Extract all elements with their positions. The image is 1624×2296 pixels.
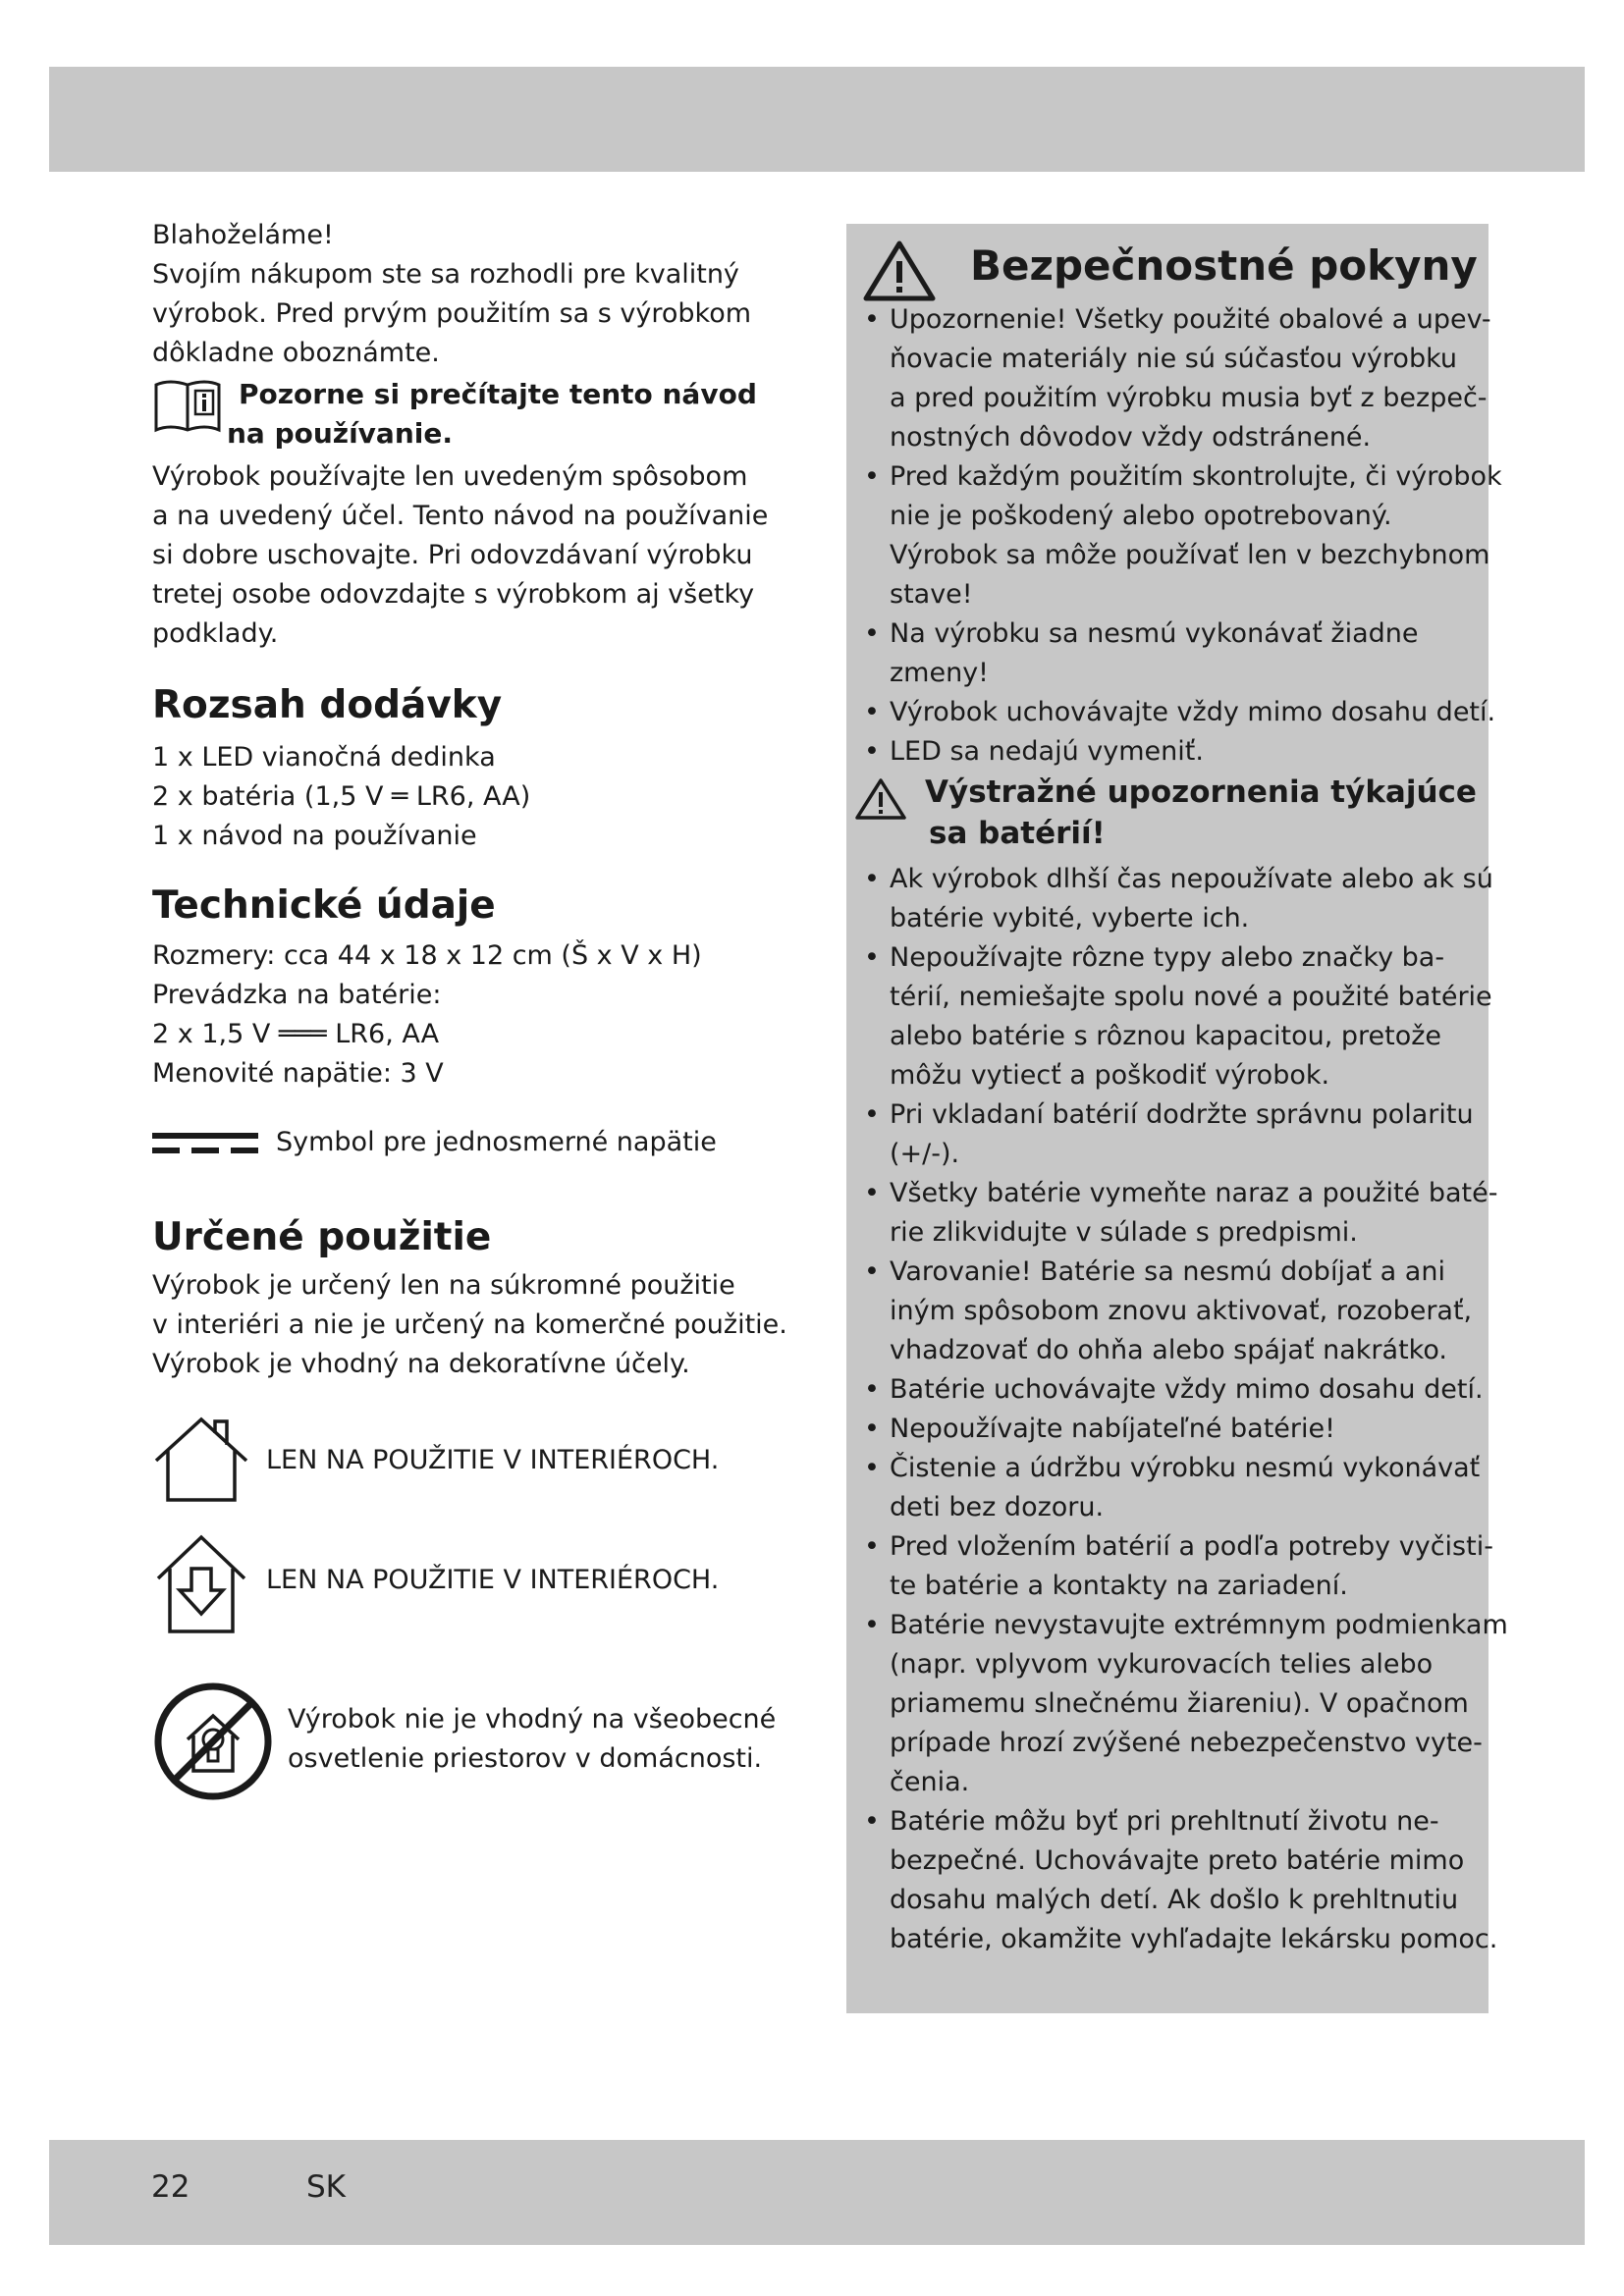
safety-panel [846, 224, 1508, 2013]
warning-triangle-icon [854, 777, 907, 821]
bullet-line: Batérie môžu byť pri prehltnutí životu ne- [890, 1806, 1439, 1837]
bullet-line: čenia. [890, 1767, 970, 1797]
bullet-item [864, 860, 1493, 938]
tech-line: Rozmery: cca 44 x 18 x 12 cm (Š x V x H) [152, 940, 702, 971]
bullet-line: priamemu slnečnému žiareniu). V opačnom [890, 1688, 1469, 1719]
no-household-lighting-icon [152, 1681, 274, 1802]
scope-item: 2 x batéria (1,5 V ═ LR6, AA) [152, 781, 531, 812]
bullet-dot-icon: • [864, 1256, 880, 1287]
bullet-line: deti bez dozoru. [890, 1492, 1105, 1522]
bullet-line: bezpečné. Uchovávajte preto batérie mimo [890, 1845, 1465, 1876]
safety-list [864, 300, 1502, 772]
bullet-line: Nepoužívajte nabíjateľné batérie! [890, 1414, 1335, 1444]
intended-line: Výrobok je vhodný na dekoratívne účely. [152, 1349, 690, 1379]
bullet-line: Výrobok sa môže používať len v bezchybnom [890, 540, 1490, 570]
bullet-line: ňovacie materiály nie sú súčasťou výrobku [890, 344, 1457, 374]
bullet-item [864, 1802, 1498, 1959]
battery-title-line: sa batérií! [929, 816, 1106, 851]
intro-line: dôkladne oboznámte. [152, 338, 440, 368]
header-band [49, 67, 1585, 172]
bullet-line: térií, nemiešajte spolu nové a použité batérie [890, 982, 1492, 1012]
bullet-line: Varovanie! Batérie sa nesmú dobíjať a ani [890, 1256, 1445, 1287]
bullet-item [864, 732, 1483, 772]
house-indoor-icon [152, 1412, 250, 1506]
bullet-line: zmeny! [890, 658, 989, 688]
bullet-line: vhadzovať do ohňa alebo spájať nakrátko. [890, 1335, 1447, 1365]
page-number: 22 [151, 2169, 190, 2205]
tech-title: Technické údaje [152, 883, 496, 928]
indoor-row-2 [152, 1529, 781, 1647]
bullet-dot-icon: • [864, 461, 880, 492]
bullet-line: rie zlikvidujte v súlade s predpismi. [890, 1217, 1358, 1248]
bullet-line: nostných dôvodov vždy odstránené. [890, 422, 1372, 453]
bullet-line: dosahu malých detí. Ak došlo k prehltnutiu [890, 1885, 1459, 1915]
usage-line: tretej osobe odovzdajte s výrobkom aj všetky [152, 579, 755, 610]
bullet-dot-icon: • [864, 1453, 880, 1483]
bullet-line: Batérie uchovávajte vždy mimo dosahu detí. [890, 1374, 1484, 1405]
bullet-line: môžu vytiecť a poškodiť výrobok. [890, 1060, 1330, 1091]
bullet-line: nie je poškodený alebo opotrebovaný. [890, 501, 1392, 531]
bullet-dot-icon: • [864, 304, 880, 335]
bullet-dot-icon: • [864, 736, 880, 767]
usage-line: si dobre uschovajte. Pri odovzdávaní výrobku [152, 540, 753, 570]
bullet-line: (+/-). [890, 1139, 960, 1169]
read-manual-notice [152, 375, 781, 457]
bullet-item [864, 1174, 1498, 1253]
book-info-icon [152, 379, 223, 434]
bullet-dot-icon: • [864, 1531, 880, 1562]
dc-symbol-row [152, 1115, 781, 1174]
not-lighting-row [152, 1681, 781, 1808]
scope-item: 1 x návod na používanie [152, 821, 477, 851]
warning-triangle-icon [862, 240, 937, 302]
footer-band [49, 2140, 1585, 2245]
bullet-line: Nepoužívajte rôzne typy alebo značky ba- [890, 942, 1445, 973]
bullet-dot-icon: • [864, 1099, 880, 1130]
bullet-line: batérie, okamžite vyhľadajte lekársku pomoc. [890, 1924, 1498, 1954]
bullet-line: Výrobok uchovávajte vždy mimo dosahu detí. [890, 697, 1496, 727]
not-lighting-line: Výrobok nie je vhodný na všeobecné [288, 1704, 777, 1735]
bullet-item [864, 693, 1496, 732]
bullet-item [864, 1606, 1508, 1802]
bullet-line: batérie vybité, vyberte ich. [890, 903, 1250, 934]
bullet-line: Pri vkladaní batérií dodržte správnu polaritu [890, 1099, 1474, 1130]
bullet-line: Ak výrobok dlhší čas nepoužívate alebo ak sú [890, 864, 1493, 894]
tech-line: 2 x 1,5 V ═══ LR6, AA [152, 1019, 440, 1049]
bullet-item [864, 1095, 1483, 1174]
house-arrow-indoor-icon [152, 1529, 250, 1637]
intro-line: Blahoželáme! [152, 220, 334, 250]
bullet-line: stave! [890, 579, 973, 610]
bullet-dot-icon: • [864, 1178, 880, 1208]
usage-line: podklady. [152, 618, 279, 649]
bullet-dot-icon: • [864, 1374, 880, 1405]
read-notice-line: na používanie. [227, 417, 453, 450]
bullet-dot-icon: • [864, 618, 880, 649]
dc-symbol-text: Symbol pre jednosmerné napätie [276, 1127, 717, 1157]
bullet-line: a pred použitím výrobku musia byť z bezpeč- [890, 383, 1488, 413]
bullet-line: prípade hrozí zvýšené nebezpečenstvo vyte- [890, 1728, 1483, 1758]
bullet-item [864, 1449, 1483, 1527]
indoor-row-1 [152, 1412, 781, 1520]
usage-line: a na uvedený účel. Tento návod na používanie [152, 501, 769, 531]
bullet-line: Batérie nevystavujte extrémnym podmienkam [890, 1610, 1508, 1640]
bullet-line: Pred vložením batérií a podľa potreby vyčisti- [890, 1531, 1493, 1562]
bullet-item [864, 614, 1483, 693]
tech-line: Prevádzka na batérie: [152, 980, 442, 1010]
scope-title: Rozsah dodávky [152, 683, 503, 727]
indoor-text-1: LEN NA POUŽITIE V INTERIÉROCH. [266, 1445, 720, 1475]
bullet-line: te batérie a kontakty na zariadení. [890, 1571, 1348, 1601]
bullet-line: (napr. vplyvom vykurovacích telies alebo [890, 1649, 1434, 1680]
bullet-dot-icon: • [864, 1414, 880, 1444]
bullet-item [864, 1370, 1483, 1410]
read-notice-line: Pozorne si prečítajte tento návod [239, 378, 757, 410]
usage-line: Výrobok používajte len uvedeným spôsobom [152, 461, 748, 492]
not-lighting-line: osvetlenie priestorov v domácnosti. [288, 1743, 763, 1774]
bullet-line: Pred každým použitím skontrolujte, či výrobok [890, 461, 1502, 492]
intended-line: v interiéri a nie je určený na komerčné použitie. [152, 1309, 787, 1340]
bullet-line: Čistenie a údržbu výrobku nesmú vykonávať [890, 1453, 1481, 1483]
indoor-text-2: LEN NA POUŽITIE V INTERIÉROCH. [266, 1565, 720, 1595]
bullet-item [864, 1253, 1483, 1370]
bullet-dot-icon: • [864, 864, 880, 894]
intended-line: Výrobok je určený len na súkromné použitie [152, 1270, 735, 1301]
bullet-dot-icon: • [864, 1806, 880, 1837]
tech-line: Menovité napätie: 3 V [152, 1058, 444, 1089]
intended-title: Určené použitie [152, 1215, 492, 1259]
bullet-item [864, 1527, 1493, 1606]
battery-title-line: Výstražné upozornenia týkajúce [925, 774, 1477, 810]
battery-list [864, 860, 1508, 1959]
bullet-line: iným spôsobom znovu aktivovať, rozoberať, [890, 1296, 1473, 1326]
bullet-dot-icon: • [864, 1610, 880, 1640]
bullet-line: Na výrobku sa nesmú vykonávať žiadne [890, 618, 1419, 649]
bullet-line: Všetky batérie vymeňte naraz a použité baté- [890, 1178, 1498, 1208]
left-column [152, 216, 787, 1808]
bullet-line: LED sa nedajú vymeniť. [890, 736, 1204, 767]
bullet-item [864, 938, 1492, 1095]
intro-line: výrobok. Pred prvým použitím sa s výrobkom [152, 298, 752, 329]
dc-voltage-symbol-icon [152, 1133, 258, 1156]
bullet-item [864, 300, 1491, 457]
intro-line: Svojím nákupom ste sa rozhodli pre kvalitný [152, 259, 739, 290]
bullet-item [864, 457, 1502, 614]
bullet-dot-icon: • [864, 697, 880, 727]
safety-title: Bezpečnostné pokyny [970, 241, 1478, 290]
bullet-line: alebo batérie s rôznou kapacitou, pretože [890, 1021, 1442, 1051]
bullet-line: Upozornenie! Všetky použité obalové a upev- [890, 304, 1491, 335]
scope-item: 1 x LED vianočná dedinka [152, 742, 496, 773]
bullet-item [864, 1410, 1483, 1449]
bullet-dot-icon: • [864, 942, 880, 973]
language-code: SK [306, 2169, 347, 2205]
